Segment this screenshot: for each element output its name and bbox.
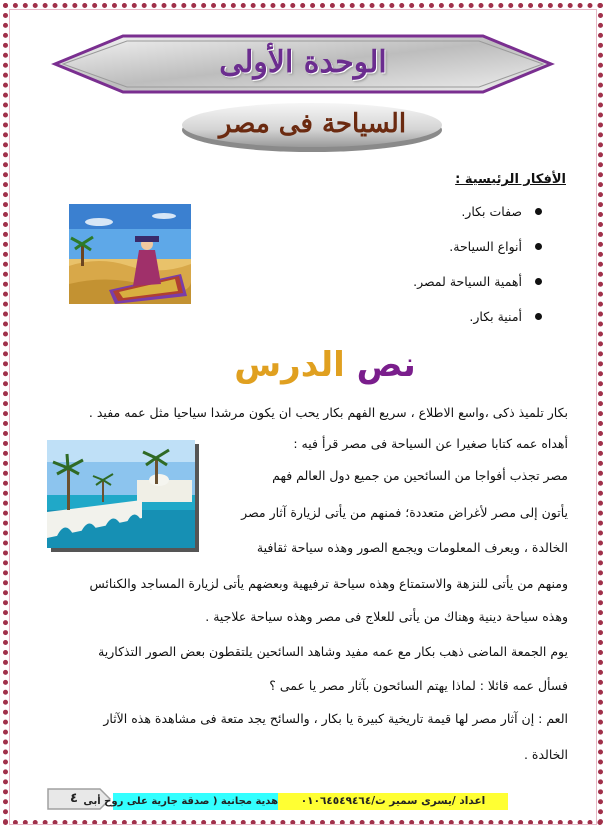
idea-text: أهمية السياحة لمصر. xyxy=(413,274,522,289)
paragraph-line: يأتون إلى مصر لأغراض متعددة؛ فمنهم من يأتى لزيارة آثار مصر xyxy=(241,505,568,520)
paragraph-line: العم : إن آثار مصر لها قيمة تاريخية كبيرة يا بكار ، والسائح يجد متعة فى مشاهدة هذه الآثار xyxy=(103,711,568,726)
lesson-text-word-2: الدرس xyxy=(234,345,345,385)
idea-text: أنواع السياحة. xyxy=(449,239,522,254)
resort-pool-photo xyxy=(47,440,195,548)
lesson-title: السياحة فى مصر xyxy=(218,109,407,139)
bullet-icon xyxy=(535,243,542,250)
list-item xyxy=(282,235,542,270)
bullet-icon xyxy=(535,208,542,215)
list-item xyxy=(282,270,542,305)
lesson-title-box xyxy=(180,100,445,154)
main-ideas-list xyxy=(282,200,542,340)
lesson-text-title xyxy=(225,345,425,390)
list-item xyxy=(282,305,542,340)
main-ideas-heading: الأفكار الرئيسية : xyxy=(455,172,566,187)
footer-author: اعداد /يسرى سمير ت/٠١٠٦٤٥٤٩٤٦٤ xyxy=(278,793,508,810)
paragraph-line: ومنهم من يأتى للنزهة والاستمتاع وهذه سياحة ترفيهية وبعضهم يأتى لزيارة المساجد والكنائس xyxy=(89,576,568,591)
paragraph-line: فسأل عمه قائلا : لماذا يهتم السائحون بآثار مصر يا عمى ؟ xyxy=(269,678,568,693)
idea-text: صفات بكار. xyxy=(461,204,522,219)
flying-carpet-illustration xyxy=(69,204,191,304)
unit-title: الوحدة الأولى xyxy=(219,45,387,80)
bullet-icon xyxy=(535,313,542,320)
page-number: ٤ xyxy=(70,791,78,806)
idea-text: أمنية بكار. xyxy=(469,309,522,324)
list-item xyxy=(282,200,542,235)
bullet-icon xyxy=(535,278,542,285)
paragraph-line: الخالدة ، ويعرف المعلومات ويجمع الصور وهذه سياحة ثقافية xyxy=(256,540,568,555)
footer-dedication: هدية مجانية ( صدقة جارية على روح أبى xyxy=(113,793,278,810)
paragraph-line: مصر تجذب أفواجا من السائحين من جميع دول العالم فهم xyxy=(272,468,568,483)
paragraph-line: الخالدة . xyxy=(523,747,568,762)
unit-banner xyxy=(53,34,553,94)
paragraph-line: وهذه سياحة دينية وهناك من يأتى للعلاج فى مصر وهذه سياحة علاجية . xyxy=(205,609,568,624)
paragraph-line: بكار تلميذ ذكى ،واسع الاطلاع ، سريع الفهم بكار يحب ان يكون مرشدا سياحيا مثل عمه مفيد . xyxy=(88,405,568,420)
lesson-text-word-1: نص xyxy=(356,345,416,385)
paragraph-line: أهداه عمه كتابا صغيرا عن السياحة فى مصر قرأ فيه : xyxy=(293,436,568,451)
paragraph-line: يوم الجمعة الماضى ذهب بكار مع عمه مفيد وشاهد السائحين يلتقطون بعض الصور التذكارية xyxy=(98,644,568,659)
